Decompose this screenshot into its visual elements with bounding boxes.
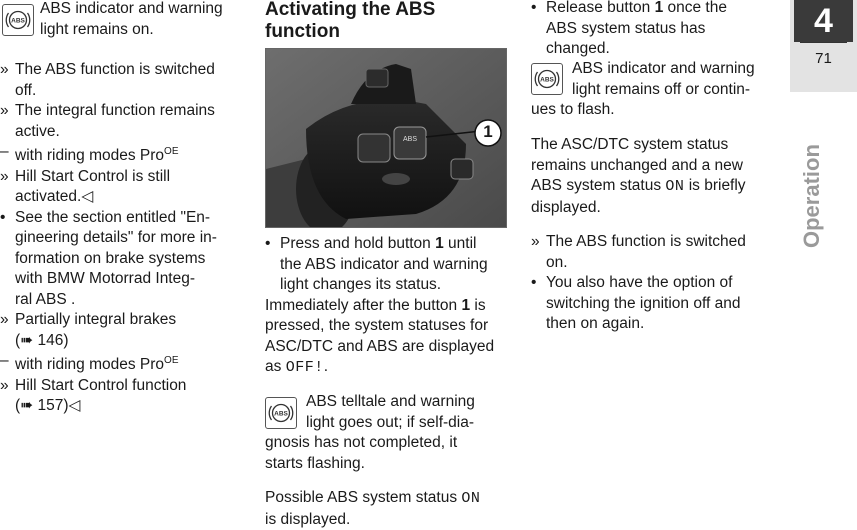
chapter-tab [790, 0, 857, 92]
oe-superscript: OE [164, 355, 178, 366]
text-line: Possible ABS system status [265, 489, 461, 506]
text-line: changed. [546, 39, 781, 60]
item-marker: • [531, 273, 536, 294]
text-line: The ABS function is switched [546, 232, 781, 253]
list-item [531, 0, 781, 60]
telltale-note [265, 392, 515, 474]
text-line: . [324, 358, 328, 375]
list-item [0, 101, 245, 142]
release-instruction [531, 0, 781, 60]
col3-list [531, 232, 781, 335]
text-line: ues to flash. [531, 100, 781, 121]
item-marker: » [0, 310, 9, 331]
text-line: the ABS indicator and warning [280, 255, 515, 276]
tab-divider [800, 42, 847, 43]
text-line: light goes out; if self-dia- [306, 413, 515, 434]
button-ref: 1 [655, 0, 664, 16]
text-line: pressed, the system statuses for [265, 316, 515, 337]
text-line: ABS indicator and warning [572, 59, 781, 80]
text-line: Hill Start Control is still [15, 167, 245, 188]
text-line: The ASC/DTC system status [531, 135, 781, 156]
svg-text:ABS: ABS [11, 18, 25, 25]
text-line: with BMW Motorrad Integ- [15, 269, 245, 290]
text-line: Partially integral brakes [15, 310, 245, 331]
item-marker: » [0, 167, 9, 188]
handlebar-switch-photo [265, 48, 507, 228]
text-line: You also have the option of [546, 273, 781, 294]
text-line: ABS system status [531, 177, 665, 194]
status-on: ON [665, 178, 684, 195]
text-line: Immediately after the button [265, 297, 461, 314]
text-line: active. [15, 122, 245, 143]
text-line: starts flashing. [265, 454, 515, 475]
text-line: off. [15, 81, 245, 102]
indicator-remains-note [531, 59, 781, 121]
callout-number: 1 [478, 122, 498, 142]
text-line: The integral function remains [15, 101, 245, 122]
chapter-number-box [794, 0, 853, 42]
text-line: once the [663, 0, 727, 16]
text-line: light changes its status. [280, 275, 515, 296]
text-line: gineering details" for more in- [15, 228, 245, 249]
text-line: formation on brake systems [15, 249, 245, 270]
text-line: then on again. [546, 314, 781, 335]
col1-list [0, 60, 245, 417]
text-line: on. [546, 253, 781, 274]
chapter-number: 4 [794, 0, 853, 42]
text-line: as [265, 358, 286, 375]
status-off: OFF! [286, 359, 324, 376]
asc-dtc-note [531, 135, 781, 218]
text-line: with riding modes Pro [15, 356, 164, 373]
page-reference-link[interactable]: (➠ 146) [15, 331, 245, 352]
button-ref: 1 [435, 235, 444, 252]
text-line: ral ABS . [15, 290, 245, 311]
text-line: light remains on. [39, 20, 242, 41]
text-line: Hill Start Control function [15, 376, 245, 397]
item-marker: • [265, 234, 270, 255]
heading-line: Activating the ABS [265, 0, 435, 21]
list-item [531, 273, 781, 335]
text-line: ABS indicator and warning [39, 0, 242, 20]
abs-warning-icon [2, 4, 34, 36]
text-line: activated.◁ [15, 187, 245, 208]
item-marker: » [531, 232, 540, 253]
text-line: remains unchanged and a new [531, 156, 781, 177]
text-line: is briefly [684, 177, 745, 194]
list-item [0, 208, 245, 311]
item-marker: » [0, 376, 9, 397]
text-line: displayed. [531, 198, 781, 219]
possible-status [265, 488, 515, 530]
list-item [265, 234, 515, 296]
section-label: Operation [797, 144, 827, 248]
list-item [0, 376, 245, 417]
oe-superscript: OE [164, 146, 178, 157]
list-item [0, 167, 245, 208]
heading-line: function [265, 21, 435, 43]
text-line: light remains off or contin- [572, 80, 781, 101]
item-marker: • [0, 208, 5, 229]
item-marker: » [0, 101, 9, 122]
status-on: ON [461, 490, 480, 507]
list-item [0, 142, 245, 167]
press-instruction [265, 234, 515, 379]
list-item [531, 232, 781, 273]
section-heading [265, 0, 435, 43]
text-line: See the section entitled "En- [15, 208, 245, 229]
item-marker: • [531, 0, 536, 19]
svg-text:ABS: ABS [403, 136, 417, 143]
text-line: ABS telltale and warning [306, 392, 515, 413]
text-line: is displayed. [265, 510, 515, 530]
text-line: Release button [546, 0, 655, 16]
button-ref: 1 [461, 297, 470, 314]
abs-warning-icon [265, 397, 297, 429]
text-line: gnosis has not completed, it [265, 433, 515, 454]
text-line: is [470, 297, 486, 314]
text-line: ASC/DTC and ABS are displayed [265, 337, 515, 358]
svg-text:ABS: ABS [540, 77, 554, 84]
text-line: Press and hold button [280, 235, 435, 252]
list-item [0, 60, 245, 101]
item-marker: – [0, 351, 9, 372]
text-line: until [444, 235, 477, 252]
text-line: switching the ignition off and [546, 294, 781, 315]
list-item [0, 351, 245, 376]
item-marker: » [0, 60, 9, 81]
page-number: 71 [790, 50, 857, 67]
text-line: ABS system status has [546, 19, 781, 40]
text-line: with riding modes Pro [15, 147, 164, 164]
abs-warning-icon [531, 63, 563, 95]
page-reference-link[interactable]: (➠ 157)◁ [15, 396, 245, 417]
abs-indicator-note [2, 0, 242, 40]
text-line: The ABS function is switched [15, 60, 245, 81]
list-item [0, 310, 245, 351]
svg-text:ABS: ABS [274, 411, 288, 418]
item-marker: – [0, 142, 9, 163]
